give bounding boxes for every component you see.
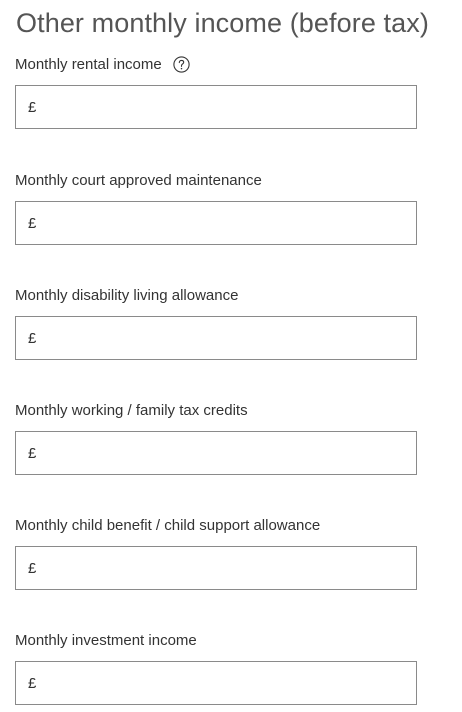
field-disability-allowance	[15, 285, 417, 347]
currency-symbol: £	[28, 674, 37, 692]
field-investment-income	[15, 630, 417, 692]
court-maintenance-input[interactable]	[40, 204, 410, 242]
currency-symbol: £	[28, 329, 37, 347]
tax-credits-input-box[interactable]	[15, 431, 417, 475]
field-tax-credits	[15, 400, 417, 462]
currency-symbol: £	[28, 214, 37, 232]
currency-symbol: £	[28, 444, 37, 462]
currency-symbol: £	[28, 98, 37, 116]
field-rental-income	[15, 54, 417, 116]
investment-income-input[interactable]	[40, 664, 410, 702]
child-benefit-input-box[interactable]	[15, 546, 417, 590]
court-maintenance-label: Monthly court approved maintenance	[15, 171, 262, 189]
disability-allowance-label: Monthly disability living allowance	[15, 286, 239, 304]
currency-symbol: £	[28, 559, 37, 577]
child-benefit-input[interactable]	[40, 549, 410, 587]
disability-allowance-input[interactable]	[40, 319, 410, 357]
tax-credits-label: Monthly working / family tax credits	[15, 401, 248, 419]
rental-income-label: Monthly rental income	[15, 55, 162, 73]
field-label-row	[15, 515, 417, 535]
field-child-benefit	[15, 515, 417, 577]
page-title: Other monthly income (before tax)	[16, 8, 429, 38]
field-label-row	[15, 630, 417, 650]
rental-income-input-box[interactable]	[15, 85, 417, 129]
tax-credits-input[interactable]	[40, 434, 410, 472]
rental-income-input[interactable]	[40, 88, 410, 126]
field-label-row	[15, 54, 417, 74]
court-maintenance-input-box[interactable]	[15, 201, 417, 245]
field-label-row	[15, 285, 417, 305]
field-label-row	[15, 170, 417, 190]
investment-income-input-box[interactable]	[15, 661, 417, 705]
field-label-row	[15, 400, 417, 420]
child-benefit-label: Monthly child benefit / child support allowance	[15, 516, 321, 534]
question-circle-icon[interactable]	[173, 56, 190, 73]
investment-income-label: Monthly investment income	[15, 631, 197, 649]
disability-allowance-input-box[interactable]	[15, 316, 417, 360]
field-court-maintenance	[15, 170, 417, 232]
